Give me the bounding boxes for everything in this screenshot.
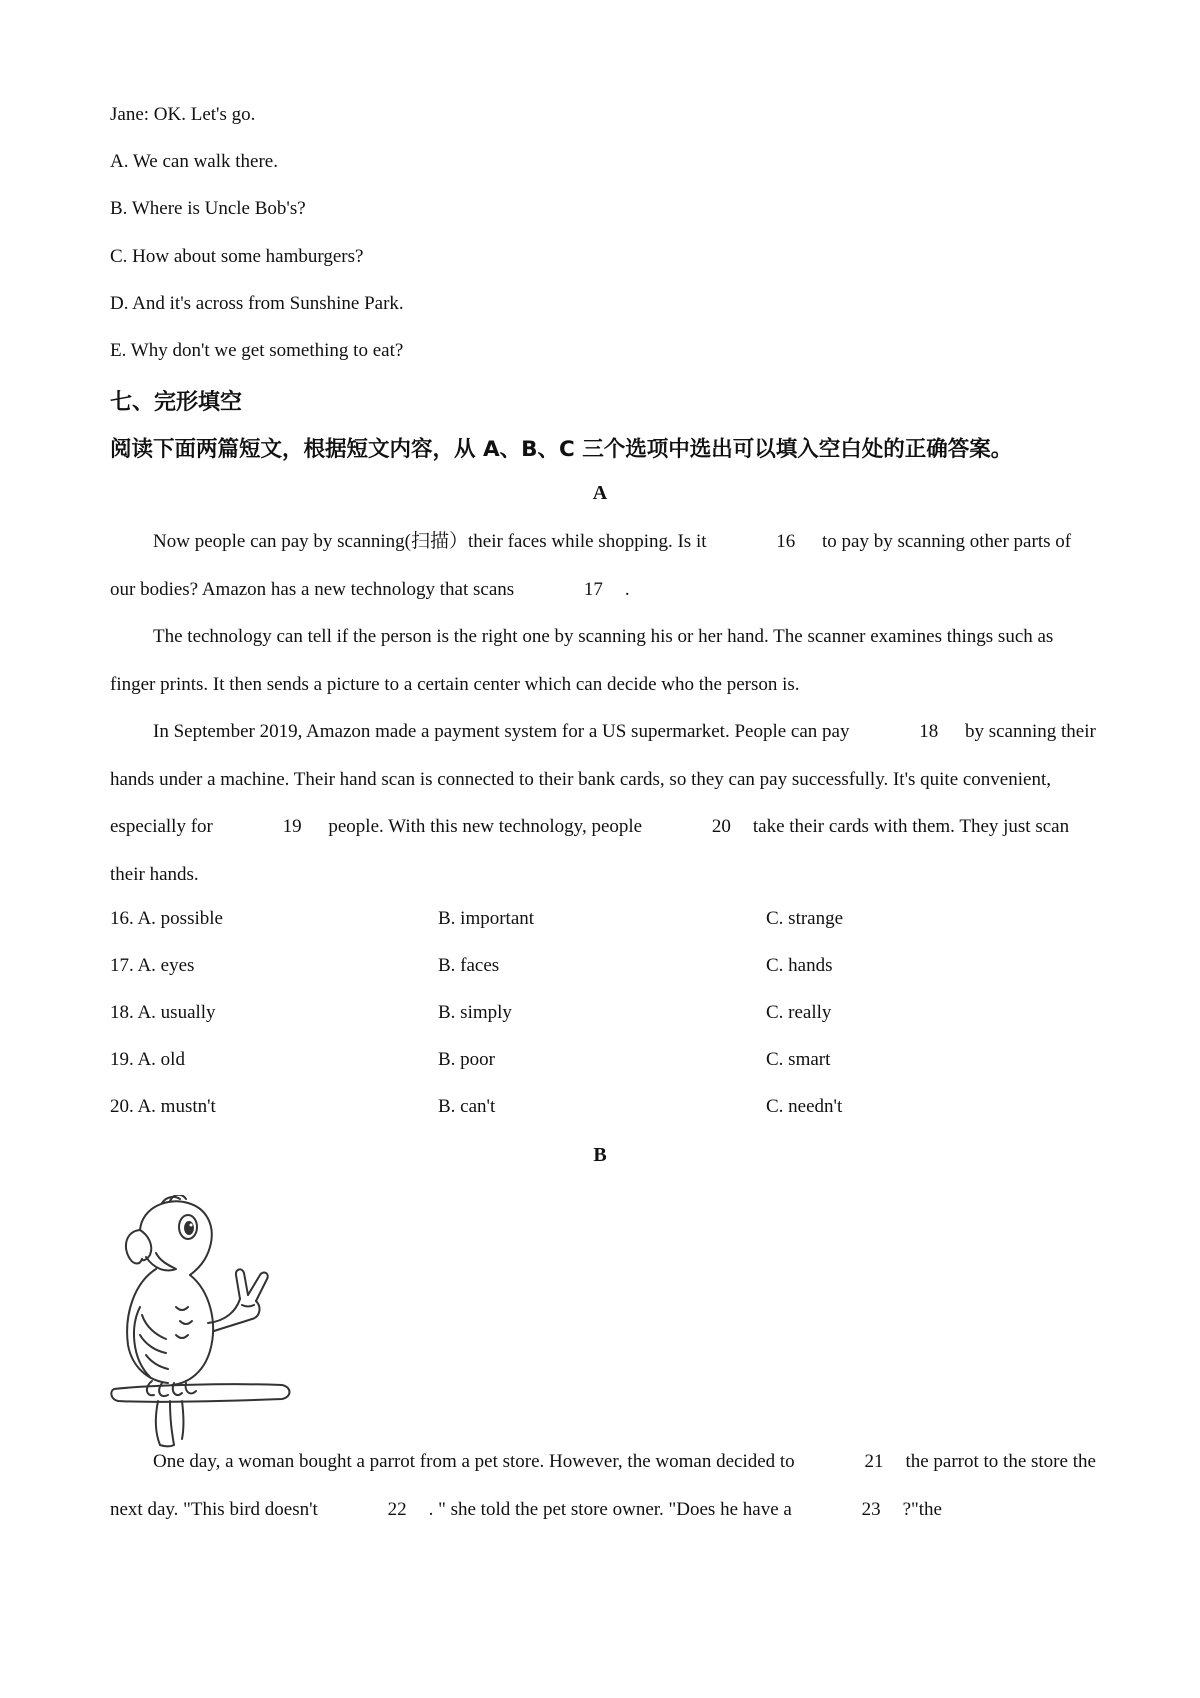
question-option-c: C. needn't	[766, 1096, 843, 1117]
question-option-c: C. really	[766, 1002, 832, 1023]
dialogue-option-e: E. Why don't we get something to eat?	[110, 340, 404, 361]
passage-text: ?"the	[902, 1498, 942, 1520]
dialogue-line: Jane: OK. Let's go.	[110, 104, 256, 125]
question-option-b: B. faces	[438, 955, 500, 976]
question-option-b: B. simply	[438, 1002, 512, 1023]
dialogue-option-d: D. And it's across from Sunshine Park.	[110, 293, 404, 314]
blank-16: 16	[776, 531, 796, 552]
passage-text: people. With this new technology, people	[323, 816, 647, 837]
passage-text: One day, a woman bought a parrot from a pet store. However, the woman decided to	[153, 1451, 800, 1472]
passage-a-paragraph-1	[110, 518, 1100, 613]
question-option-a: 17. A. eyes	[110, 955, 195, 976]
blank-17: 17	[583, 578, 603, 600]
question-row	[110, 1049, 1100, 1079]
question-option-b: B. can't	[438, 1096, 496, 1117]
question-row	[110, 908, 1100, 938]
parrot-illustration	[110, 1195, 300, 1450]
question-row	[110, 1096, 1100, 1126]
instruction-text: 阅读下面两篇短文，根据短文内容，从 A、B、C 三个选项中选出可以填入空白处的正确答案。	[110, 437, 1013, 462]
passage-text: . " she told the pet store owner. "Does he have a	[428, 1498, 797, 1520]
passage-b-paragraph-1	[110, 1438, 1100, 1533]
question-option-b: B. poor	[438, 1049, 495, 1070]
question-row	[110, 955, 1100, 985]
passage-text: Now people can pay by scanning(扫描）their faces while shopping. Is it	[153, 531, 712, 552]
passage-text: the parrot to the store the next day. "This bird doesn't	[110, 1451, 1096, 1520]
passage-text: .	[624, 578, 630, 600]
passage-a-title: A	[592, 482, 608, 504]
question-option-a: 16. A. possible	[110, 908, 223, 929]
passage-a-body	[110, 518, 1100, 898]
blank-22: 22	[387, 1498, 407, 1520]
question-row	[110, 1002, 1100, 1032]
question-option-c: C. smart	[766, 1049, 831, 1070]
passage-text: by scanning their hands under a machine. Their hand scan is connected to their bank cards, so they can pay successfully. It's quite convenient, especially for	[110, 721, 1096, 837]
blank-19: 19	[282, 816, 302, 837]
passage-text: take their cards with them. They just scan their hands.	[110, 816, 1070, 885]
question-option-a: 18. A. usually	[110, 1002, 216, 1023]
question-option-c: C. strange	[766, 908, 844, 929]
dialogue-option-a: A. We can walk there.	[110, 151, 278, 172]
question-option-c: C. hands	[766, 955, 833, 976]
dialogue-option-c: C. How about some hamburgers?	[110, 246, 364, 267]
blank-20: 20	[711, 816, 731, 837]
question-option-a: 19. A. old	[110, 1049, 185, 1070]
passage-b-body	[110, 1438, 1100, 1533]
blank-23: 23	[861, 1498, 881, 1520]
passage-b-title: B	[593, 1144, 607, 1166]
passage-text: In September 2019, Amazon made a payment system for a US supermarket. People can pay	[153, 721, 855, 742]
dialogue-option-b: B. Where is Uncle Bob's?	[110, 198, 306, 219]
passage-a-paragraph-2: The technology can tell if the person is the right one by scanning his or her hand. The scanner examines things such as finger prints. It then sends a picture to a certain center which can decide who the person is.	[110, 626, 1054, 695]
blank-21: 21	[864, 1451, 884, 1472]
blank-18: 18	[919, 721, 939, 742]
question-option-a: 20. A. mustn't	[110, 1096, 216, 1117]
question-option-b: B. important	[438, 908, 535, 929]
section-heading: 七、完形填空	[110, 390, 243, 415]
passage-a-paragraph-3	[110, 708, 1100, 898]
passage-text: to pay by scanning other parts of our bodies? Amazon has a new technology that scans	[110, 531, 1072, 600]
